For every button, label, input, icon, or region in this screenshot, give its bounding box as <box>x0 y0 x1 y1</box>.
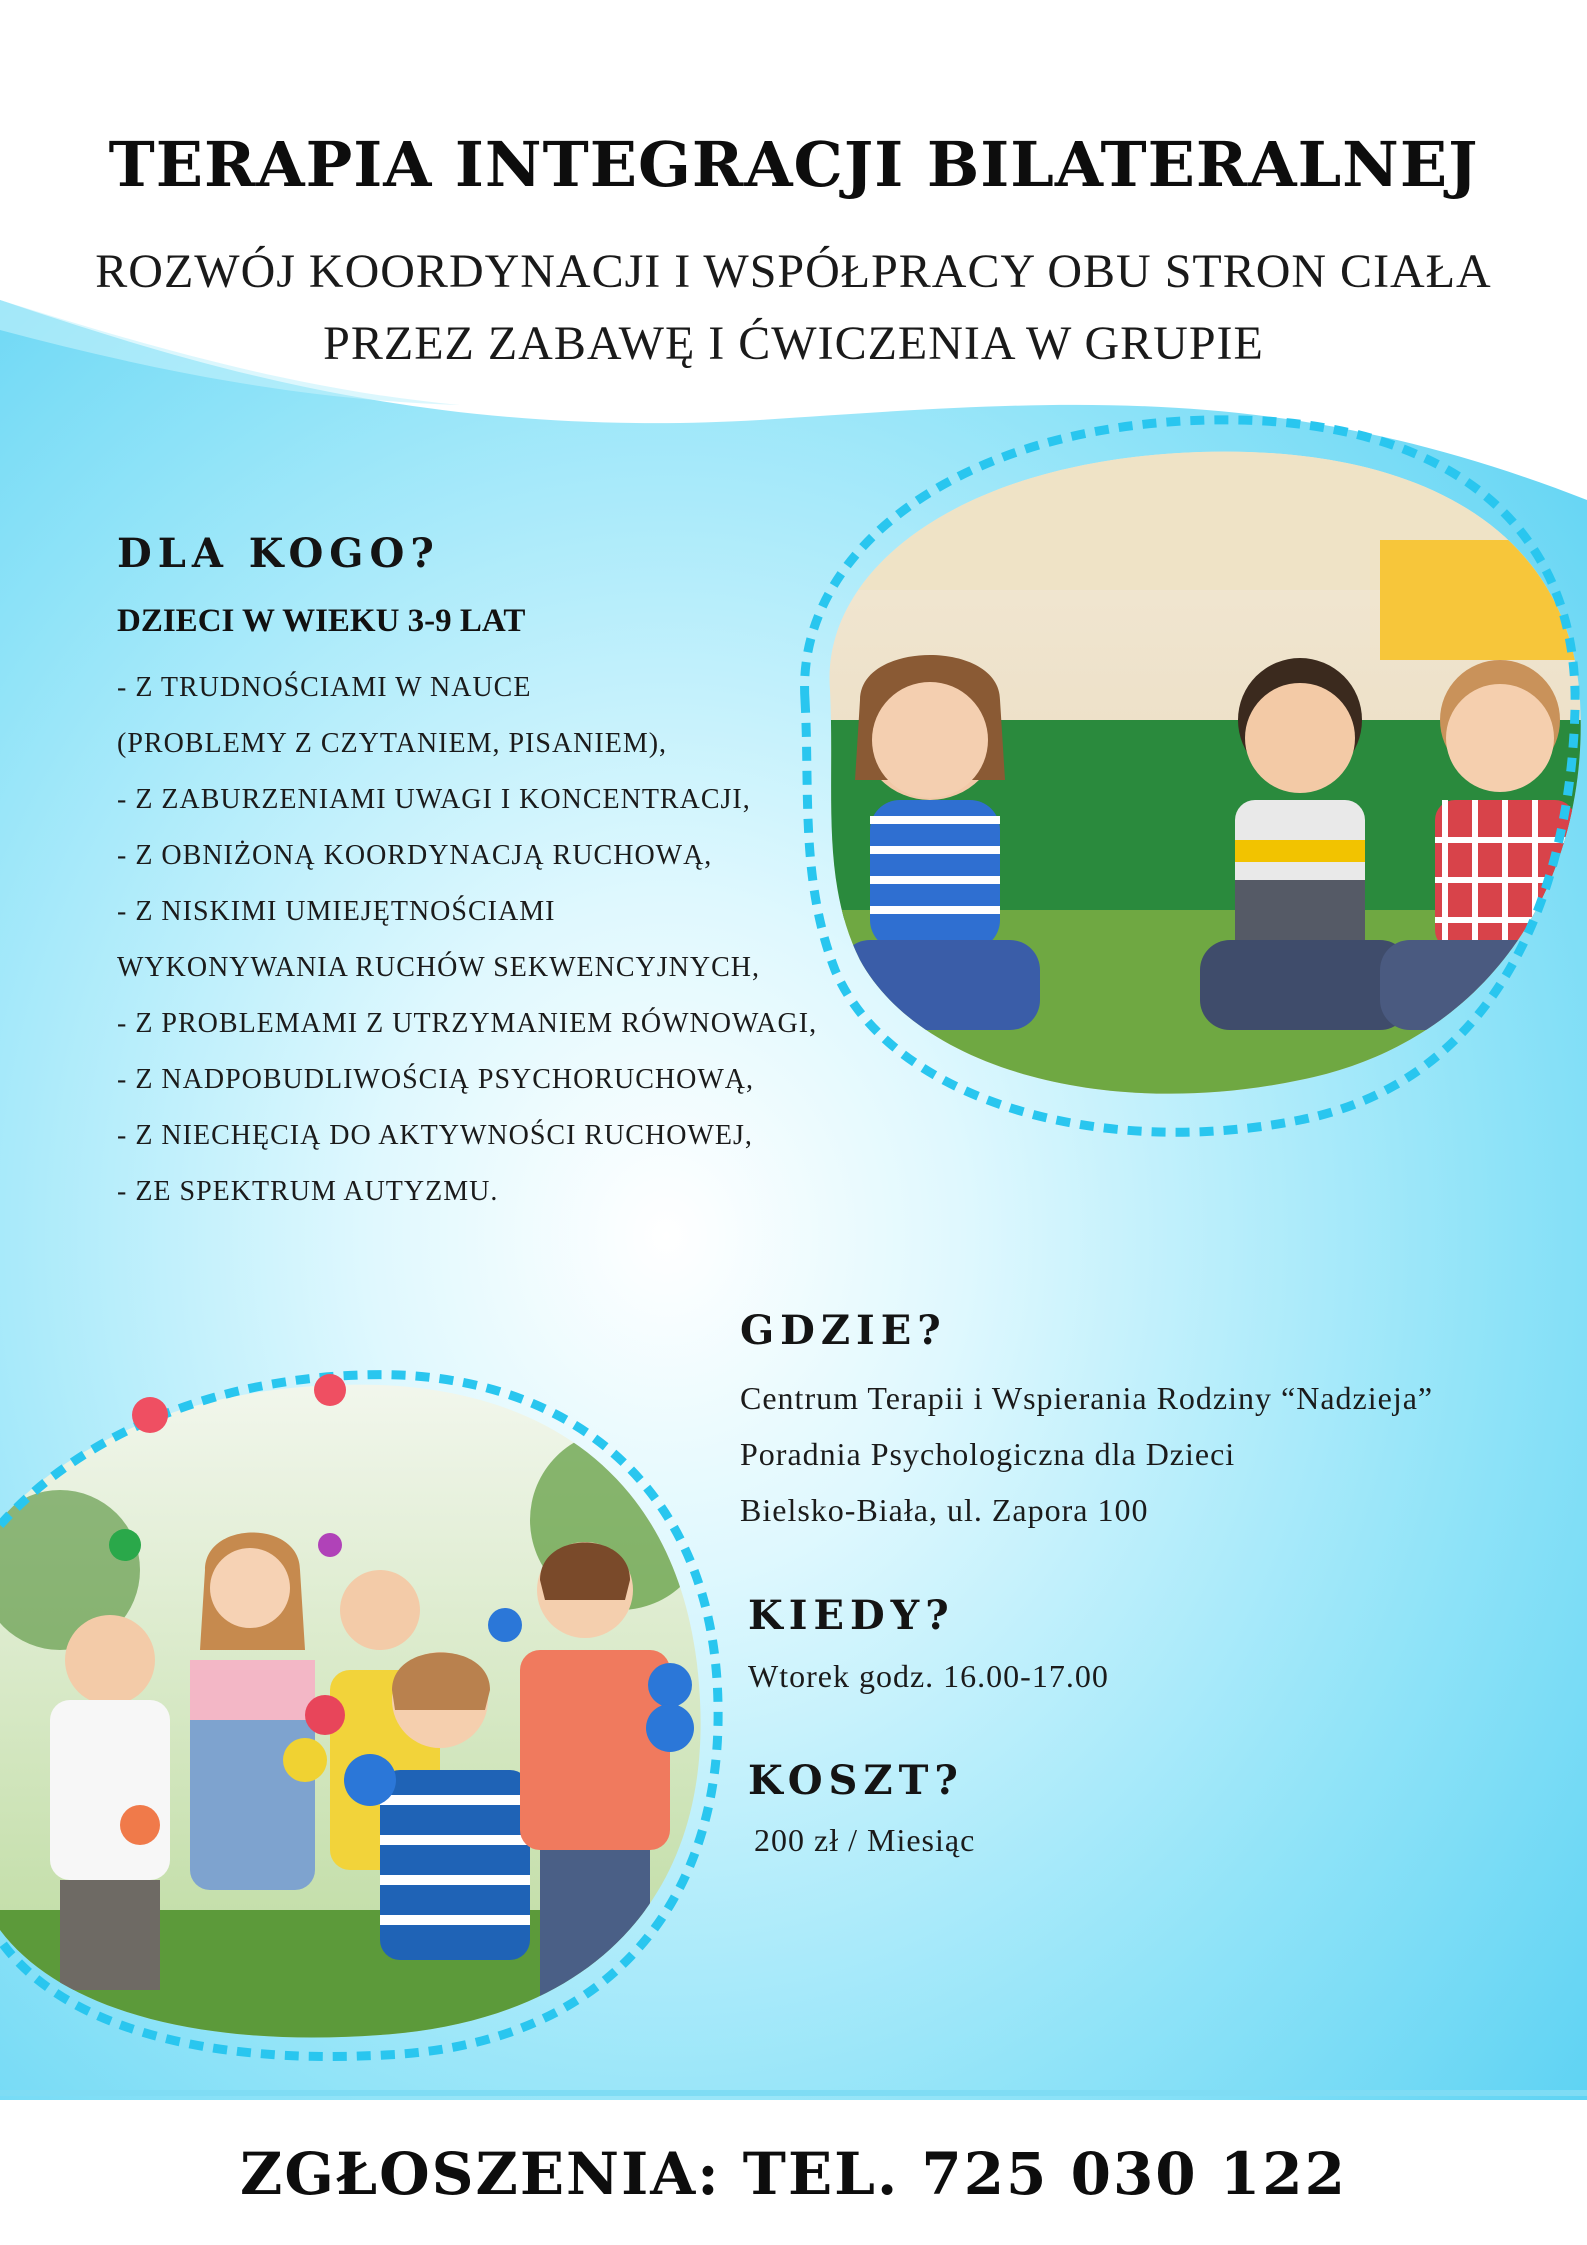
list-item: - ZE SPEKTRUM AUTYZMU. <box>117 1176 499 1207</box>
list-item: (PROBLEMY Z CZYTANIEM, PISANIEM), <box>117 728 668 759</box>
page-title: TERAPIA INTEGRACJI BILATERALNEJ <box>108 128 1479 201</box>
list-item: - Z NADPOBUDLIWOŚCIĄ PSYCHORUCHOWĄ, <box>117 1064 755 1095</box>
subtitle-line-2: PRZEZ ZABAWĘ I ĆWICZENIA W GRUPIE <box>323 317 1264 370</box>
target-list <box>117 660 817 1220</box>
list-item: - Z NISKIMI UMIEJĘTNOŚCIAMI <box>117 896 556 927</box>
footer-contact: ZGŁOSZENIA: TEL. 725 030 122 <box>240 2140 1347 2208</box>
cost-heading: KOSZT? <box>748 1757 964 1804</box>
where-line-1: Centrum Terapii i Wspierania Rodziny “Nadzieja” <box>740 1380 1434 1416</box>
where-line-2: Poradnia Psychologiczna dla Dzieci <box>740 1436 1236 1472</box>
subtitle-line-1: ROZWÓJ KOORDYNACJI I WSPÓŁPRACY OBU STRON CIAŁA <box>95 245 1492 298</box>
target-subheading: DZIECI W WIEKU 3-9 LAT <box>117 603 526 639</box>
target-heading: DLA KOGO? <box>117 530 440 577</box>
kids-thumbs-up-photo <box>780 440 1587 1100</box>
kids-with-balls-photo <box>0 1370 710 2050</box>
list-item: - Z OBNIŻONĄ KOORDYNACJĄ RUCHOWĄ, <box>117 840 713 871</box>
list-item: - Z ZABURZENIAMI UWAGI I KONCENTRACJI, <box>117 784 751 815</box>
list-item: - Z TRUDNOŚCIAMI W NAUCE <box>117 672 532 703</box>
when-line-1: Wtorek godz. 16.00-17.00 <box>748 1658 1109 1694</box>
list-item: WYKONYWANIA RUCHÓW SEKWENCYJNYCH, <box>117 952 761 983</box>
footer-divider <box>0 2090 1587 2096</box>
list-item: - Z NIECHĘCIĄ DO AKTYWNOŚCI RUCHOWEJ, <box>117 1120 753 1151</box>
list-item: - Z PROBLEMAMI Z UTRZYMANIEM RÓWNOWAGI, <box>117 1008 818 1039</box>
when-heading: KIEDY? <box>748 1592 955 1639</box>
cost-line-1: 200 zł / Miesiąc <box>754 1822 976 1858</box>
where-line-3: Bielsko-Biała, ul. Zapora 100 <box>740 1492 1149 1528</box>
where-heading: GDZIE? <box>740 1307 947 1354</box>
